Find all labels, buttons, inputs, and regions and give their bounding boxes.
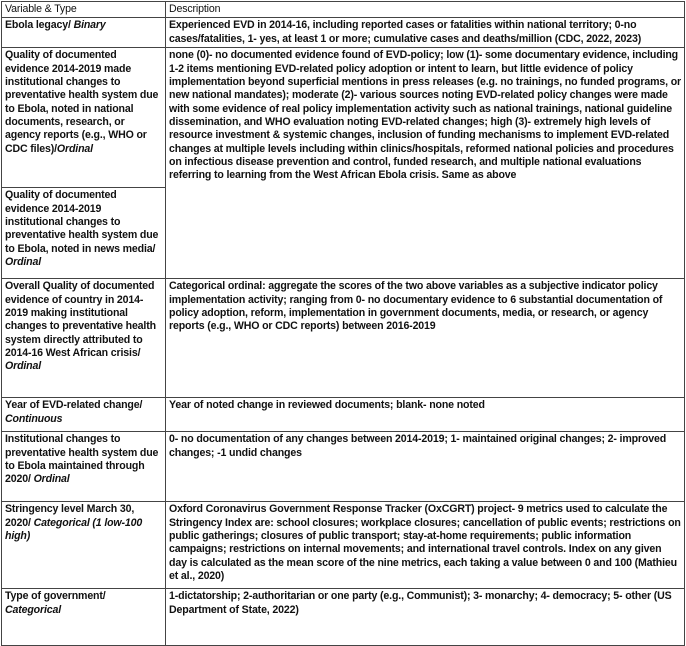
- variable-name: Quality of documented evidence 2014-2019 made institutional changes to preventative health system due to Ebola, noted in national documents, research, or agency reports (e.g., WHO or CDC files)/: [5, 49, 159, 155]
- variable-cell: [2, 279, 166, 398]
- variable-name: Year of EVD-related change/: [5, 399, 143, 412]
- variable-cell: [2, 18, 166, 48]
- variable-type: Continuous: [5, 412, 63, 425]
- variable-type: Ordinal: [5, 360, 42, 373]
- table-row: [2, 589, 685, 646]
- header-variable: Variable & Type: [2, 2, 166, 18]
- variable-type: Ordinal: [56, 142, 93, 155]
- header-row: [2, 2, 685, 18]
- table-row: [2, 18, 685, 48]
- variable-type: Categorical: [5, 603, 62, 616]
- description-cell: Experienced EVD in 2014-16, including reported cases or fatalities within national territory; 0-no cases/fatalities, 1- yes, at least 1 or more; cumulative cases and deaths/million (CDC, 2022, 2023): [166, 18, 685, 48]
- description-cell: none (0)- no documented evidence found of EVD-policy; low (1)- some documentary evidence, including 1-2 items mentioning EVD-related policy adoption or intent to learn, but little evidence of policy implementation beyond superficial mentions in press releases (e.g. no trainings, no funded programs, or new national mandates); moderate (2)- various sources noting EVD-related policy changes were made with some evidence of real policy implementation activity such as national trainings, national guideline dissemination, and WHO evaluation noting EVD-related changes; high (3)- extremely high levels of resource investment & systemic changes, inclusion of funding mechanisms to implement EVD-related changes at multiple levels including within clinics/hospitals, reformed national policies and procedures on infectious disease prevention and control, funded research, and multiple national evaluations referring to learning from the West African Ebola crisis. Same as above: [166, 48, 685, 279]
- description-cell: Categorical ordinal: aggregate the scores of the two above variables as a subjective indicator policy implementation activity; ranging from 0- no documentary evidence to 6 substantial documentation of policy adoption, reform, implementation in government documents, media, or research, or agency reports (e.g., WHO or CDC reports) between 2016-2019: [166, 279, 685, 398]
- variable-cell: [2, 589, 166, 646]
- variable-type: Ordinal: [33, 473, 70, 486]
- variable-name: Type of government/: [5, 590, 106, 603]
- variables-table: [1, 1, 685, 646]
- variable-type: Binary: [73, 19, 106, 32]
- variable-name: Quality of documented evidence 2014-2019 institutional changes to preventative health system due to Ebola, noted in news media/: [5, 189, 159, 255]
- variable-cell: [2, 48, 166, 188]
- variable-cell: [2, 398, 166, 432]
- table-row: [2, 432, 685, 502]
- variable-cell: [2, 188, 166, 279]
- variables-table-container: [1, 1, 685, 645]
- description-cell: Oxford Coronavirus Government Response Tracker (OxCGRT) project- 9 metrics used to calculate the Stringency Index are: school closures; workplace closures; cancellation of public events; restrictions on public gatherings; closures of public transport; stay-at-home requirements; public information campaigns; restrictions on internal movements; and international travel controls. Index on any given day is calculated as the mean score of the nine metrics, each taking a value between 0 and 100 (Mathieu et al., 2020): [166, 502, 685, 589]
- variable-type: Ordinal: [5, 256, 42, 269]
- variable-cell: [2, 502, 166, 589]
- variable-name: Overall Quality of documented evidence of country in 2014-2019 making institutional changes to preventative health system directly attributed to 2014-16 West African crisis/: [5, 280, 156, 360]
- variable-name: Institutional changes to preventative health system due to Ebola maintained through 2020/: [5, 433, 159, 486]
- variable-type: Categorical (1 low-100 high): [5, 516, 143, 543]
- table-row: [2, 502, 685, 589]
- header-description: Description: [166, 2, 685, 18]
- variable-cell: [2, 432, 166, 502]
- description-cell: Year of noted change in reviewed documents; blank- none noted: [166, 398, 685, 432]
- description-cell: 1-dictatorship; 2-authoritarian or one party (e.g., Communist); 3- monarchy; 4- democracy; 5- other (US Department of State, 2022): [166, 589, 685, 646]
- variable-name: Ebola legacy/: [5, 19, 71, 32]
- variable-name: Stringency level March 30, 2020/: [5, 503, 135, 529]
- table-row: [2, 48, 685, 188]
- table-row: [2, 279, 685, 398]
- table-row: [2, 398, 685, 432]
- description-cell: 0- no documentation of any changes between 2014-2019; 1- maintained original changes; 2- improved changes; -1 undid changes: [166, 432, 685, 502]
